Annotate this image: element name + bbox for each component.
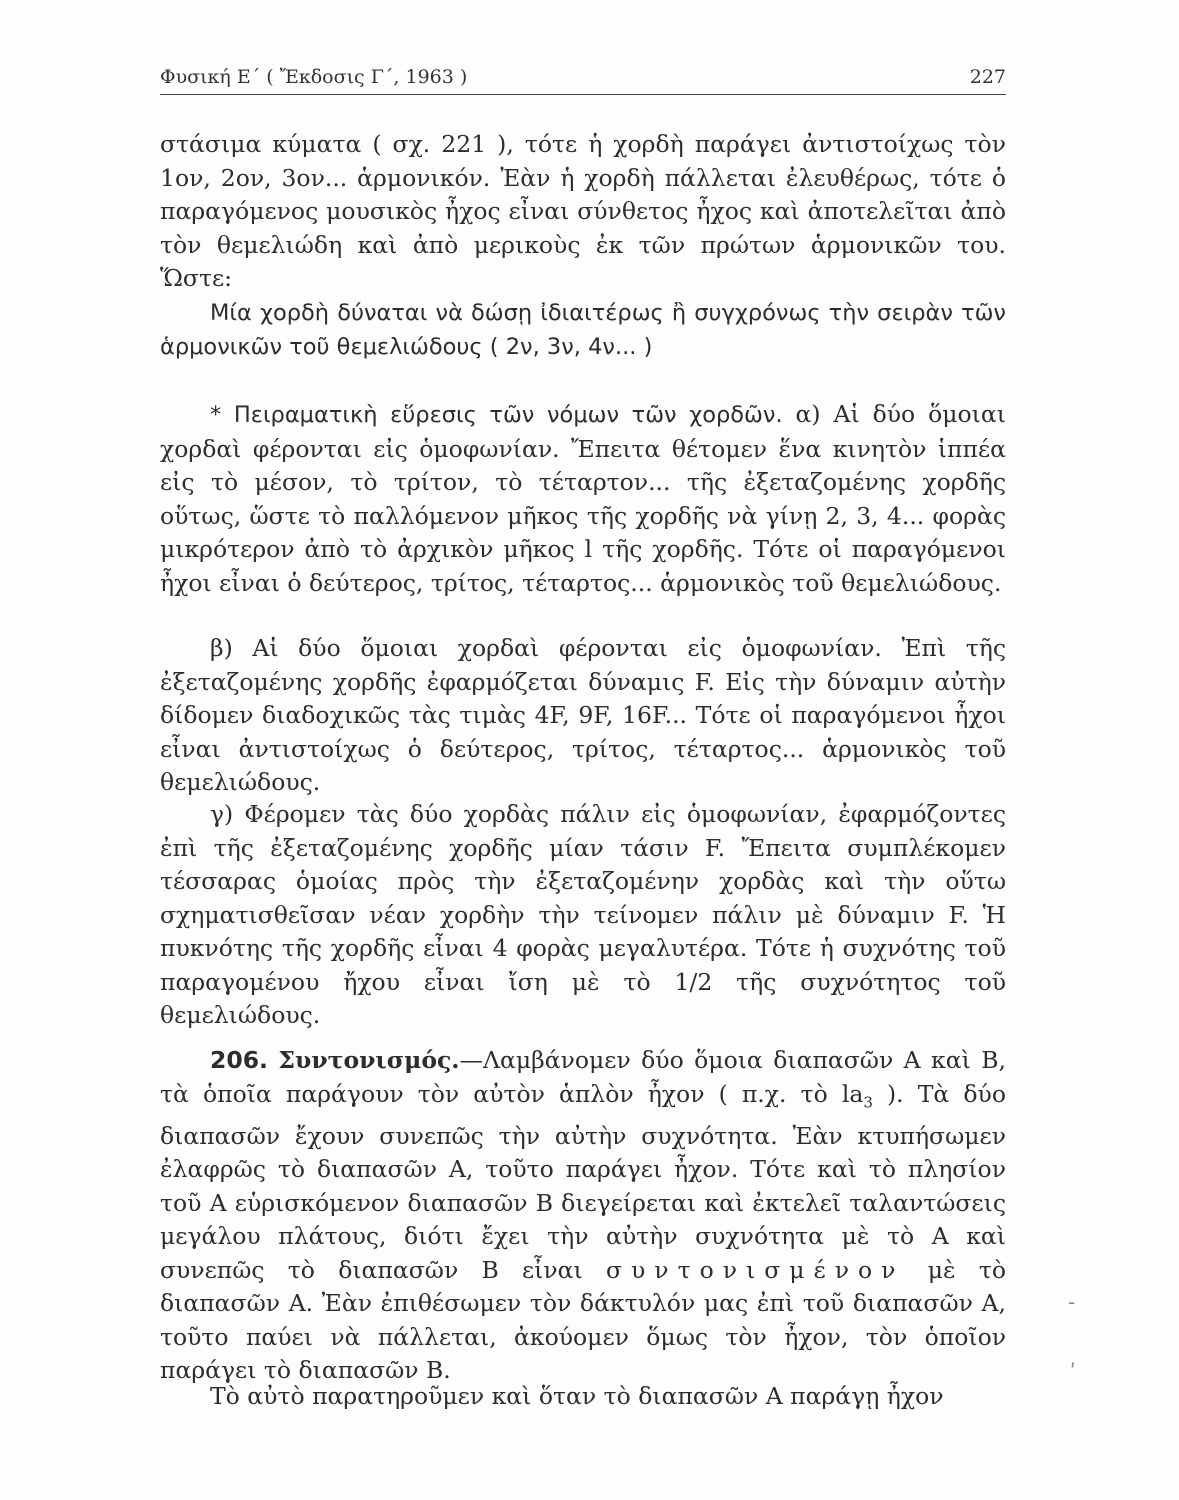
paragraph-final bbox=[160, 1380, 1006, 1414]
paragraph-standing-waves bbox=[160, 128, 1006, 296]
paragraph-experiment-c bbox=[160, 798, 1006, 1033]
margin-mark: ʹ bbox=[1070, 1360, 1076, 1384]
section-title: Συντονισμός. bbox=[278, 1046, 460, 1074]
section-text-end: μὲ τὸ διαπασῶν Α. Ἐὰν ἐπιθέσωμεν τὸν δάκτυλόν μας ἐπὶ τοῦ διαπασῶν Α, τοῦτο παύει νὰ πάλλεται, ἀκούομεν ὅμως τὸν ἦχον, τὸν ὁποῖον παράγει τὸ διαπασῶν Β. bbox=[160, 1255, 1006, 1385]
paragraph-text: γ) Φέρομεν τὰς δύο χορδὰς πάλιν εἰς ὁμοφωνίαν, ἐφαρμόζοντες ἐπὶ τῆς ἐξεταζομένης χορδῆς μίαν τάσιν F. Ἔπειτα συμπλέκομεν τέσσαρας ὁμοίας πρὸς τὴν ἐξεταζομένην χορδὰς καὶ τὴν οὕτω σχηματισθεῖσαν νέαν χορδὴν τὴν τείνομεν πάλιν μὲ δύναμιν F. Ἡ πυκνότης τῆς χορδῆς εἶναι 4 φορὰς μεγαλυτέρα. Τότε ἡ συχνότης τοῦ παραγομένου ἤχου εἶναι ἴση μὲ τὸ 1/2 τῆς συχνότητος τοῦ θεμελιώδους. bbox=[160, 800, 1006, 1029]
section-number: 206. bbox=[210, 1046, 268, 1074]
paragraph-text: στάσιμα κύματα ( σχ. 221 ), τότε ἡ χορδὴ παράγει ἀντιστοίχως τὸν 1ον, 2ον, 3ον... ἁρμονικόν. Ἐὰν ἡ χορδὴ πάλλεται ἐλευθέρως, τότε ὁ παραγόμενος μουσικὸς ἦχος εἶναι σύνθετος ἦχος καὶ ἀποτελεῖται ἀπὸ τὸν θεμελιώδη καὶ ἀπὸ μερικοὺς ἐκ τῶν πρώτων ἁρμονικῶν του. Ὥστε: bbox=[160, 130, 1006, 292]
subscript-index: 3 bbox=[863, 1093, 873, 1112]
paragraph-text: Τὸ αὐτὸ παρατηροῦμεν καὶ ὅταν τὸ διαπασῶν Α παράγῃ ἦχον bbox=[210, 1382, 944, 1410]
paragraph-text: β) Αἱ δύο ὅμοιαι χορδαὶ φέρονται εἰς ὁμοφωνίαν. Ἐπὶ τῆς ἐξεταζομένης χορδῆς ἐφαρμόζεται δύναμις F. Εἰς τὴν δύναμιν αὐτὴν δίδομεν διαδοχικῶς τὰς τιμὰς 4F, 9F, 16F... Τότε οἱ παραγόμενοι ἦχοι εἶναι ἀντιστοίχως ὁ δεύτερος, τρίτος, τέταρτος... ἁρμονικὸς τοῦ θεμελιώδους. bbox=[160, 634, 1006, 796]
emphasized-term: συντονισμένον bbox=[605, 1255, 905, 1284]
paragraph-harmonics-statement bbox=[160, 297, 1006, 364]
page-header bbox=[160, 62, 1006, 95]
paragraph-text: α) Αἱ δύο ὅμοιαι χορδαὶ φέρονται εἰς ὁμοφωνίαν. Ἔπειτα θέτομεν ἕνα κινητὸν ἱππέα εἰς τὸ μέσον, τὸ τρίτον, τὸ τέταρτον... τῆς ἐξεταζομένης χορδῆς οὕτως, ὥστε τὸ παλλόμενον μῆκος τῆς χορδῆς νὰ γίνῃ 2, 3, 4... φορὰς μικρότερον ἀπὸ τὸ ἀρχικὸν μῆκος l τῆς χορδῆς. Τότε οἱ παραγόμενοι ἦχοι εἶναι ὁ δεύτερος, τρίτος, τέταρτος... ἁρμονικὸς τοῦ θεμελιώδους. bbox=[160, 400, 1006, 597]
margin-mark: ‑ bbox=[1068, 1290, 1076, 1314]
section-text-continued: ). Τὰ δύο διαπασῶν ἔχουν συνεπῶς τὴν αὐτὴν συχνότητα. Ἐὰν κτυπήσωμεν ἐλαφρῶς τὸ διαπασῶν Α, τοῦτο παράγει ἦχον. Τότε καὶ τὸ πλησίον τοῦ Α εὑρισκόμενον διαπασῶν Β διεγείρεται καὶ ἐκτελεῖ ταλαντώσεις μεγάλου πλάτους, διότι ἔχει τὴν αὐτὴν συχνότητα μὲ τὸ Α καὶ συνεπῶς τὸ διαπασῶν Β εἶναι bbox=[160, 1079, 1006, 1284]
page-number: 227 bbox=[969, 66, 1006, 88]
section-206 bbox=[160, 1044, 1006, 1388]
paragraph-experiment-b bbox=[160, 632, 1006, 800]
paragraph-experiment-a bbox=[160, 398, 1006, 600]
section-text: —Λαμβάνομεν δύο ὅμοια διαπασῶν Α καὶ Β, τὰ ὁποῖα παράγουν τὸν αὐτὸν ἁπλὸν ἦχον ( π.χ. τὸ la bbox=[160, 1046, 1006, 1108]
running-title: Φυσική Ε΄ ( Ἔκδοσις Γ΄, 1963 ) bbox=[160, 66, 468, 88]
paragraph-lead: * Πειραματικὴ εὕρεσις τῶν νόμων τῶν χορδῶν. bbox=[210, 402, 783, 428]
paragraph-text: Μία χορδὴ δύναται νὰ δώσῃ ἰδιαιτέρως ἢ συγχρόνως τὴν σειρὰν τῶν ἁρμονικῶν τοῦ θεμελιώδους ( 2ν, 3ν, 4ν... ) bbox=[160, 300, 1006, 360]
